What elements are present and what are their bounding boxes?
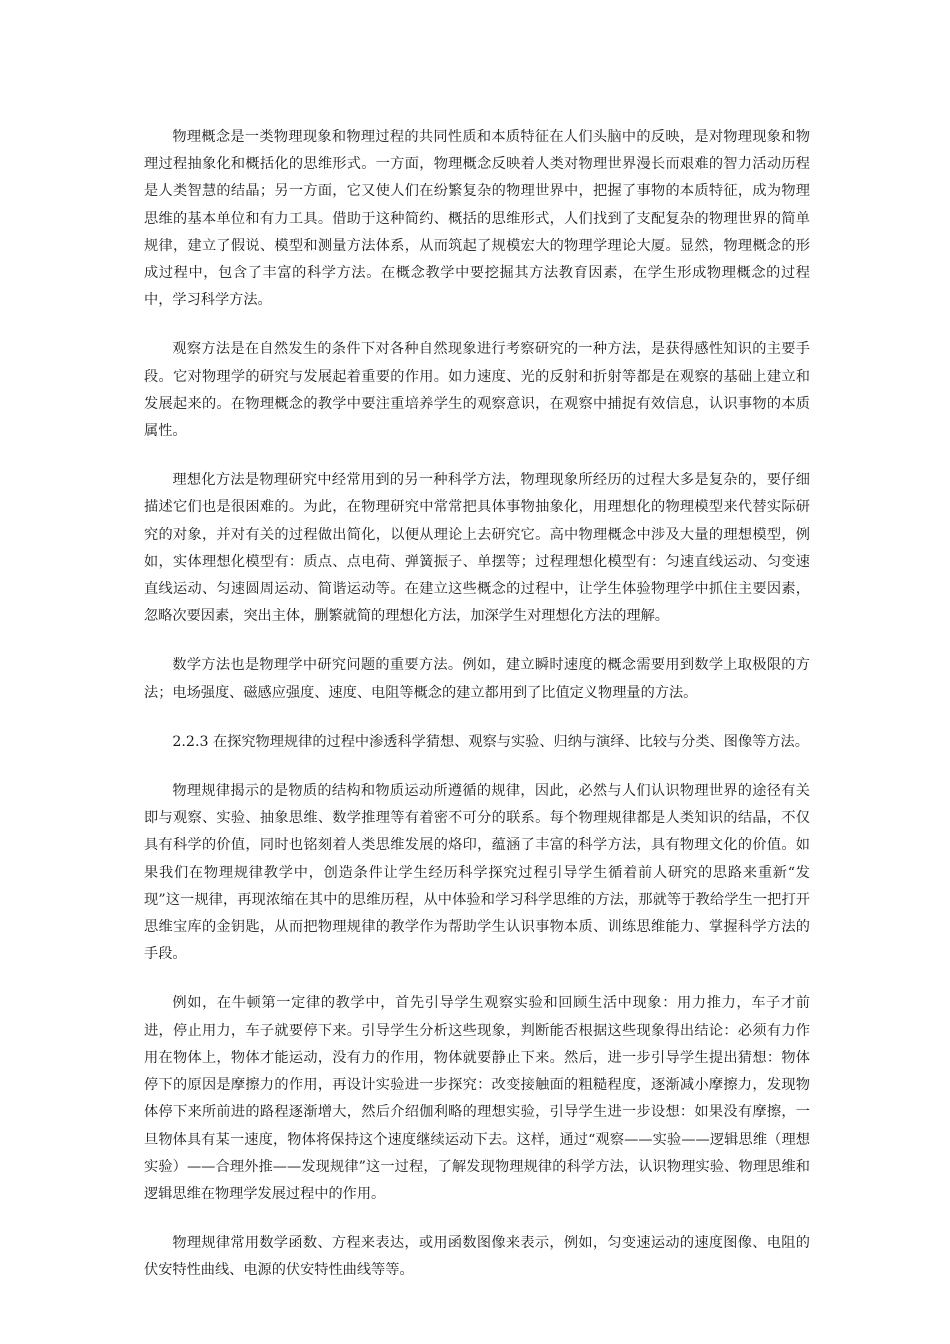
- paragraph-newton-first-law-example: 例如，在牛顿第一定律的教学中，首先引导学生观察实验和回顾生活中现象：用力推力，车子才前进，停止用力，车子就要停下来。引导学生分析这些现象，判断能否根据这些现象得出结论：必须有力作用在物体上，物体才能运动，没有力的作用，物体就要静止下来。然后，进一步引导学生提出猜想：物体停下的原因是摩擦力的作用，再设计实验进一步探究：改变接触面的粗糙程度，逐渐减小摩擦力，发现物体停下来所前进的路程逐渐增大，然后介绍伽利略的理想实验，引导学生进一步设想：如果没有摩擦，一旦物体具有某一速度，物体将保持这个速度继续运动下去。这样，通过“观察——实验——逻辑思维（理想实验）——合理外推——发现规律”这一过程，了解发现物理规律的科学方法，认识物理实验、物理思维和逻辑思维在物理学发展过程中的作用。: [144, 995, 810, 1202]
- section-heading-2-2-3: 2.2.3 在探究物理规律的过程中渗透科学猜想、观察与实验、归纳与演绎、比较与分类、图像等方法。: [172, 733, 809, 750]
- paragraph-math-method: 数学方法也是物理学中研究问题的重要方法。例如，建立瞬时速度的概念需要用到数学上取极限的方法；电场强度、磁感应强度、速度、电阻等概念的建立都用到了比值定义物理量的方法。: [144, 657, 810, 701]
- paragraph-physical-laws: 物理规律揭示的是物质的结构和物质运动所遵循的规律，因此，必然与人们认识物理世界的途径有关即与观察、实验、抽象思维、数学推理等有着密不可分的联系。每个物理规律都是人类知识的结晶，不仅具有科学的价值，同时也铭刻着人类思维发展的烙印，蕴涵了丰富的科学方法，具有物理文化的价值。如果我们在物理规律教学中，创造条件让学生经历科学探究过程引导学生循着前人研究的思路来重新“发现”这一规律，再现浓缩在其中的思维历程，从中体验和学习科学思维的方法，那就等于教给学生一把打开思维宝库的金钥匙，从而把物理规律的教学作为帮助学生认识事物本质、训练思维能力、掌握科学方法的手段。: [144, 783, 810, 963]
- paragraph-physics-concepts: 物理概念是一类物理现象和物理过程的共同性质和本质特征在人们头脑中的反映，是对物理现象和物理过程抽象化和概括化的思维形式。一方面，物理概念反映着人类对物理世界漫长而艰难的智力活动历程是人类智慧的结晶；另一方面，它又使人们在纷繁复杂的物理世界中，把握了事物的本质特征，成为物理思维的基本单位和有力工具。借助于这种简约、概括的思维形式，人们找到了支配复杂的物理世界的简单规律，建立了假说、模型和测量方法体系，从而筑起了规模宏大的物理学理论大厦。显然，物理概念的形成过程中，包含了丰富的科学方法。在概念教学中要挖掘其方法教育因素，在学生形成物理概念的过程中，学习科学方法。: [144, 129, 810, 309]
- document-page: [144, 124, 810, 1307]
- paragraph-observation-method: 观察方法是在自然发生的条件下对各种自然现象进行考察研究的一种方法，是获得感性知识的主要手段。它对物理学的研究与发展起着重要的作用。如力速度、光的反射和折射等都是在观察的基础上建立和发展起来的。在物理概念的教学中要注重培养学生的观察意识，在观察中捕捉有效信息，认识事物的本质属性。: [144, 341, 810, 440]
- paragraph-idealization-method: 理想化方法是物理研究中经常用到的另一种科学方法，物理现象所经历的过程大多是复杂的，要仔细描述它们也是很困难的。为此，在物理研究中常常把具体事物抽象化，用理想化的物理模型来代替实际研究的对象，并对有关的过程做出简化，以便从理论上去研究它。高中物理概念中涉及大量的理想模型，例如，实体理想化模型有：质点、点电荷、弹簧振子、单摆等；过程理想化模型有：匀速直线运动、匀变速直线运动、匀速圆周运动、简谐运动等。在建立这些概念的过程中，让学生体验物理学中抓住主要因素，忽略次要因素，突出主体，删繁就简的理想化方法，加深学生对理想化方法的理解。: [144, 472, 810, 625]
- paragraph-math-functions: 物理规律常用数学函数、方程来表达，或用函数图像来表示，例如，匀变速运动的速度图像、电阻的伏安特性曲线、电源的伏安特性曲线等等。: [144, 1235, 810, 1279]
